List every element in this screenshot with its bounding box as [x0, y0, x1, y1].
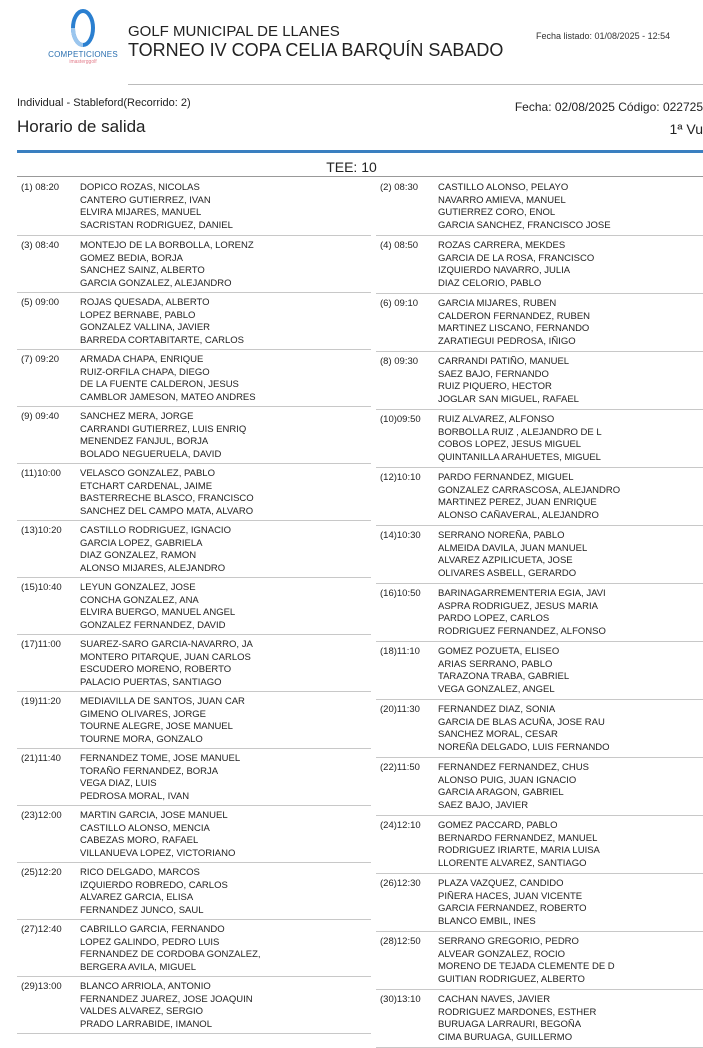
group-slot: (18)11:10 — [380, 646, 420, 657]
tee-time-group — [17, 521, 371, 578]
player-name: GARCIA LOPEZ, GABRIELA — [80, 537, 203, 549]
player-name: GOMEZ BEDIA, BORJA — [80, 252, 183, 264]
group-slot: (22)11:50 — [380, 762, 420, 773]
player-name: RUIZ-ORFILA CHAPA, DIEGO — [80, 366, 210, 378]
player-list — [80, 977, 253, 1033]
player-list — [438, 236, 594, 293]
player-name: MENENDEZ FANJUL, BORJA — [80, 436, 209, 447]
player-name: PARDO FERNANDEZ, MIGUEL — [438, 472, 574, 483]
player-name: GONZALEZ FERNANDEZ, DAVID — [80, 619, 226, 631]
player-name: BOLADO NEGUERUELA, DAVID — [80, 448, 222, 460]
tee-time-group — [376, 178, 703, 236]
player-name: DE LA FUENTE CALDERON, JESUS — [80, 379, 239, 390]
player-name: CAMBLOR JAMESON, MATEO ANDRES — [80, 391, 256, 403]
player-name: CALDERON FERNANDEZ, RUBEN — [438, 310, 591, 322]
player-name: PALACIO PUERTAS, SANTIAGO — [80, 676, 222, 688]
player-name: VILLANUEVA LOPEZ, VICTORIANO — [80, 847, 236, 859]
logo-subtext: imasterggolf — [69, 59, 97, 65]
player-name: GARCIA DE LA ROSA, FRANCISCO — [438, 252, 595, 264]
tee-time-group — [376, 932, 703, 990]
title-divider — [17, 150, 703, 153]
player-name: VELASCO GONZALEZ, PABLO — [80, 468, 215, 479]
group-slot: (29)13:00 — [21, 981, 62, 992]
player-name: GARCIA SANCHEZ, FRANCISCO JOSE — [438, 219, 611, 231]
listing-date: Fecha listado: 01/08/2025 - 12:54 — [536, 31, 671, 41]
player-name: SACRISTAN RODRIGUEZ, DANIEL — [80, 219, 233, 231]
player-name: GARCIA DE BLAS ACUÑA, JOSE RAU — [438, 716, 605, 728]
player-list — [80, 178, 233, 235]
player-name: SANCHEZ MERA, JORGE — [80, 411, 194, 422]
player-name: GARCIA ARAGON, GABRIEL — [438, 787, 564, 798]
group-slot: (19)11:20 — [21, 696, 61, 707]
group-slot: (14)10:30 — [380, 530, 421, 541]
player-name: ZARATIEGUI PEDROSA, IÑIGO — [438, 335, 576, 347]
player-list — [80, 350, 256, 406]
player-name: SANCHEZ SAINZ, ALBERTO — [80, 265, 205, 276]
group-slot: (3) 08:40 — [21, 240, 60, 251]
tee-time-group — [17, 692, 371, 749]
player-list — [80, 293, 244, 349]
tee-time-group — [17, 749, 371, 806]
player-name: ELVIRA MIJARES, MANUEL — [80, 207, 202, 218]
player-name: ROZAS CARRERA, MEKDES — [438, 240, 566, 251]
player-list — [80, 692, 245, 748]
tee-time-group — [376, 584, 703, 642]
player-list — [80, 236, 254, 292]
player-list — [80, 464, 254, 520]
player-list — [438, 178, 611, 235]
player-name: CASTILLO ALONSO, PELAYO — [438, 182, 569, 193]
player-list — [438, 584, 606, 641]
player-name: CABRILLO GARCIA, FERNANDO — [80, 924, 225, 935]
player-name: PEDROSA MORAL, IVAN — [80, 790, 190, 802]
tee-time-group — [376, 700, 703, 758]
player-name: DIAZ CELORIO, PABLO — [438, 277, 542, 289]
player-name: ALONSO MIJARES, ALEJANDRO — [80, 562, 226, 574]
group-slot: (1) 08:20 — [21, 182, 60, 193]
group-slot: (2) 08:30 — [380, 182, 419, 193]
group-slot: (17)11:00 — [21, 639, 61, 650]
player-name: JOGLAR SAN MIGUEL, RAFAEL — [438, 393, 579, 405]
player-name: ETCHART CARDENAL, JAIME — [80, 480, 213, 492]
group-slot: (13)10:20 — [21, 525, 62, 536]
player-name: COBOS LOPEZ, JESUS MIGUEL — [438, 439, 582, 450]
date-code: Fecha: 02/08/2025 Código: 022725 — [514, 100, 703, 114]
player-name: MONTERO PITARQUE, JUAN CARLOS — [80, 651, 251, 663]
player-name: SUAREZ-SARO GARCIA-NAVARRO, JA — [80, 639, 253, 650]
game-mode: Individual - Stableford(Recorrido: 2) — [17, 97, 191, 109]
player-name: SAEZ BAJO, JAVIER — [438, 799, 529, 811]
player-name: TOURNE MORA, GONZALO — [80, 733, 203, 745]
group-slot: (25)12:20 — [21, 867, 62, 878]
player-name: BARINAGARREMENTERIA EGIA, JAVI — [438, 588, 606, 599]
player-name: FERNANDEZ TOME, JOSE MANUEL — [80, 753, 241, 764]
tee-time-group — [17, 178, 371, 236]
player-name: CIMA BURUAGA, GUILLERMO — [438, 1031, 573, 1043]
tee-time-group — [17, 293, 371, 350]
player-list — [80, 806, 235, 862]
player-name: BORBOLLA RUIZ , ALEJANDRO DE L — [438, 426, 602, 438]
player-name: LOPEZ BERNABE, PABLO — [80, 309, 196, 321]
tee-time-group — [376, 236, 703, 294]
header-divider — [128, 84, 703, 85]
logo-ring-icon — [69, 8, 97, 48]
group-slot: (15)10:40 — [21, 582, 62, 593]
club-name: GOLF MUNICIPAL DE LLANES — [128, 23, 340, 40]
player-name: GARCIA MIJARES, RUBEN — [438, 298, 557, 309]
player-name: GARCIA GONZALEZ, ALEJANDRO — [80, 277, 232, 289]
tee-time-group — [376, 468, 703, 526]
player-name: ASPRA RODRIGUEZ, JESUS MARIA — [438, 600, 598, 612]
group-slot: (28)12:50 — [380, 936, 421, 947]
group-slot: (5) 09:00 — [21, 297, 60, 308]
player-name: CANTERO GUTIERREZ, IVAN — [80, 194, 211, 206]
tournament-title: TORNEO IV COPA CELIA BARQUÍN SABADO — [128, 40, 504, 60]
player-list — [438, 642, 569, 699]
player-name: ARIAS SERRANO, PABLO — [438, 658, 553, 670]
tee-time-group — [17, 350, 371, 407]
tee-time-group — [376, 758, 703, 816]
player-name: GUITIAN RODRIGUEZ, ALBERTO — [438, 973, 585, 985]
player-name: ARMADA CHAPA, ENRIQUE — [80, 354, 204, 365]
group-slot: (9) 09:40 — [21, 411, 60, 422]
player-name: FERNANDEZ FERNANDEZ, CHUS — [438, 762, 589, 773]
player-name: ROJAS QUESADA, ALBERTO — [80, 297, 210, 308]
player-name: LEYUN GONZALEZ, JOSE — [80, 582, 196, 593]
player-name: GIMENO OLIVARES, JORGE — [80, 708, 206, 720]
tee-time-group — [17, 977, 371, 1034]
player-list — [438, 932, 615, 989]
group-slot: (16)10:50 — [380, 588, 421, 599]
player-name: TOURNE ALEGRE, JOSE MANUEL — [80, 721, 233, 732]
player-name: ALMEIDA DAVILA, JUAN MANUEL — [438, 542, 588, 554]
tee-time-group — [376, 990, 703, 1048]
player-name: FERNANDEZ JUAREZ, JOSE JOAQUIN — [80, 993, 253, 1005]
group-slot: (23)12:00 — [21, 810, 62, 821]
player-name: OLIVARES ASBELL, GERARDO — [438, 567, 577, 579]
tee-time-group — [17, 407, 371, 464]
tee-time-group — [17, 236, 371, 293]
player-name: QUINTANILLA ARAHUETES, MIGUEL — [438, 451, 601, 463]
logo-text: COMPETICIONES — [48, 50, 118, 59]
tee-time-group — [17, 806, 371, 863]
player-name: DIAZ GONZALEZ, RAMON — [80, 550, 197, 561]
player-name: BERGERA AVILA, MIGUEL — [80, 961, 196, 973]
player-name: BLANCO ARRIOLA, ANTONIO — [80, 981, 211, 992]
player-name: BASTERRECHE BLASCO, FRANCISCO — [80, 493, 254, 504]
tee-time-group — [17, 464, 371, 521]
player-list — [80, 920, 261, 976]
player-name: CACHAN NAVES, JAVIER — [438, 994, 551, 1005]
player-name: ALVAREZ GARCIA, ELISA — [80, 892, 194, 903]
group-slot: (26)12:30 — [380, 878, 421, 889]
player-list — [438, 526, 587, 583]
player-name: MEDIAVILLA DE SANTOS, JUAN CAR — [80, 696, 245, 707]
player-name: DOPICO ROZAS, NICOLAS — [80, 182, 200, 193]
player-name: PIÑERA HACES, JUAN VICENTE — [438, 890, 583, 902]
tee-time-group — [376, 352, 703, 410]
player-name: MARTIN GARCIA, JOSE MANUEL — [80, 810, 228, 821]
player-name: FERNANDEZ DE CORDOBA GONZALEZ, — [80, 949, 261, 960]
tee-divider — [17, 176, 703, 177]
tee-time-group — [17, 863, 371, 920]
player-name: IZQUIERDO NAVARRO, JULIA — [438, 265, 571, 276]
player-name: RICO DELGADO, MARCOS — [80, 867, 200, 878]
tee-time-group — [17, 578, 371, 635]
player-name: GOMEZ POZUETA, ELISEO — [438, 646, 560, 657]
player-list — [438, 874, 587, 931]
player-name: TARAZONA TRABA, GABRIEL — [438, 671, 570, 682]
tee-heading: TEE: 10 — [326, 159, 377, 175]
player-name: CARRANDI GUTIERREZ, LUIS ENRIQ — [80, 423, 247, 435]
player-name: TORAÑO FERNANDEZ, BORJA — [80, 765, 219, 777]
player-name: RUIZ ALVAREZ, ALFONSO — [438, 414, 555, 425]
group-slot: (7) 09:20 — [21, 354, 60, 365]
player-name: MONTEJO DE LA BORBOLLA, LORENZ — [80, 240, 254, 251]
player-name: PARDO LOPEZ, CARLOS — [438, 613, 550, 624]
group-slot: (8) 09:30 — [380, 356, 419, 367]
group-slot: (11)10:00 — [21, 468, 61, 479]
round-label: 1ª Vu — [669, 121, 703, 137]
player-name: FERNANDEZ DIAZ, SONIA — [438, 704, 556, 715]
player-list — [80, 521, 231, 577]
player-name: ALONSO PUIG, JUAN IGNACIO — [438, 774, 577, 786]
player-name: MARTINEZ PEREZ, JUAN ENRIQUE — [438, 497, 597, 508]
right-column — [376, 178, 703, 1048]
player-name: PLAZA VAZQUEZ, CANDIDO — [438, 878, 564, 889]
group-slot: (21)11:40 — [21, 753, 61, 764]
competiciones-logo — [44, 8, 122, 78]
player-name: BLANCO EMBIL, INES — [438, 915, 536, 927]
group-slot: (24)12:10 — [380, 820, 421, 831]
player-name: ALVEAR GONZALEZ, ROCIO — [438, 948, 566, 960]
group-slot: (4) 08:50 — [380, 240, 419, 251]
page-title: Horario de salida — [17, 117, 146, 136]
player-name: ELVIRA BUERGO, MANUEL ANGEL — [80, 607, 236, 618]
player-name: RUIZ PIQUERO, HECTOR — [438, 381, 552, 392]
player-name: GUTIERREZ CORO, ENOL — [438, 207, 556, 218]
tee-time-group — [17, 920, 371, 977]
player-name: BERNARDO FERNANDEZ, MANUEL — [438, 832, 598, 844]
player-list — [80, 635, 253, 691]
player-name: GONZALEZ VALLINA, JAVIER — [80, 322, 211, 333]
player-name: CASTILLO ALONSO, MENCIA — [80, 822, 210, 834]
player-list — [438, 816, 600, 873]
tee-time-group — [376, 526, 703, 584]
tee-time-group — [376, 294, 703, 352]
left-column — [17, 178, 371, 1034]
player-name: GOMEZ PACCARD, PABLO — [438, 820, 558, 831]
player-list — [438, 294, 590, 351]
player-name: SANCHEZ MORAL, CESAR — [438, 729, 558, 740]
player-list — [438, 468, 620, 525]
tee-time-group — [376, 816, 703, 874]
player-name: FERNANDEZ JUNCO, SAUL — [80, 904, 204, 916]
group-slot: (20)11:30 — [380, 704, 420, 715]
player-name: VEGA GONZALEZ, ANGEL — [438, 683, 555, 695]
player-name: LLORENTE ALVAREZ, SANTIAGO — [438, 857, 587, 869]
player-name: BARREDA CORTABITARTE, CARLOS — [80, 334, 245, 346]
player-name: LOPEZ GALINDO, PEDRO LUIS — [80, 936, 220, 948]
player-name: ALVAREZ AZPILICUETA, JOSE — [438, 555, 573, 566]
player-list — [438, 990, 596, 1047]
player-name: RODRIGUEZ IRIARTE, MARIA LUISA — [438, 845, 600, 856]
player-list — [80, 578, 235, 634]
tee-time-group — [17, 635, 371, 692]
player-name: GONZALEZ CARRASCOSA, ALEJANDRO — [438, 484, 621, 496]
player-name: IZQUIERDO ROBREDO, CARLOS — [80, 879, 228, 891]
player-name: ALONSO CAÑAVERAL, ALEJANDRO — [438, 509, 599, 521]
player-name: SAEZ BAJO, FERNANDO — [438, 368, 549, 380]
player-name: NOREÑA DELGADO, LUIS FERNANDO — [438, 741, 610, 753]
tee-time-group — [376, 642, 703, 700]
player-name: SANCHEZ DEL CAMPO MATA, ALVARO — [80, 505, 254, 517]
player-name: VALDES ALVAREZ, SERGIO — [80, 1006, 204, 1017]
player-name: CARRANDI PATIÑO, MANUEL — [438, 356, 570, 367]
player-name: ESCUDERO MORENO, ROBERTO — [80, 664, 232, 675]
player-list — [438, 410, 602, 467]
player-name: GARCIA FERNANDEZ, ROBERTO — [438, 903, 587, 914]
player-name: CASTILLO RODRIGUEZ, IGNACIO — [80, 525, 231, 536]
player-name: NAVARRO AMIEVA, MANUEL — [438, 194, 566, 206]
player-name: RODRIGUEZ FERNANDEZ, ALFONSO — [438, 625, 606, 637]
group-slot: (27)12:40 — [21, 924, 62, 935]
player-list — [80, 863, 228, 919]
player-list — [80, 749, 240, 805]
group-slot: (30)13:10 — [380, 994, 421, 1005]
player-name: PRADO LARRABIDE, IMANOL — [80, 1018, 212, 1030]
group-slot: (10)09:50 — [380, 414, 421, 425]
player-list — [438, 758, 589, 815]
player-name: RODRIGUEZ MARDONES, ESTHER — [438, 1006, 597, 1018]
group-slot: (6) 09:10 — [380, 298, 419, 309]
player-name: MARTINEZ LISCANO, FERNANDO — [438, 323, 590, 334]
player-list — [438, 700, 610, 757]
player-name: SERRANO NOREÑA, PABLO — [438, 530, 565, 541]
player-name: CABEZAS MORO, RAFAEL — [80, 835, 199, 846]
player-name: SERRANO GREGORIO, PEDRO — [438, 936, 579, 947]
player-name: MORENO DE TEJADA CLEMENTE DE D — [438, 961, 615, 972]
player-list — [438, 352, 579, 409]
player-list — [80, 407, 246, 463]
tee-time-group — [376, 410, 703, 468]
player-name: VEGA DIAZ, LUIS — [80, 778, 157, 789]
group-slot: (12)10:10 — [380, 472, 421, 483]
tee-time-group — [376, 874, 703, 932]
player-name: BURUAGA LARRAURI, BEGOÑA — [438, 1019, 582, 1030]
player-name: CONCHA GONZALEZ, ANA — [80, 594, 199, 606]
